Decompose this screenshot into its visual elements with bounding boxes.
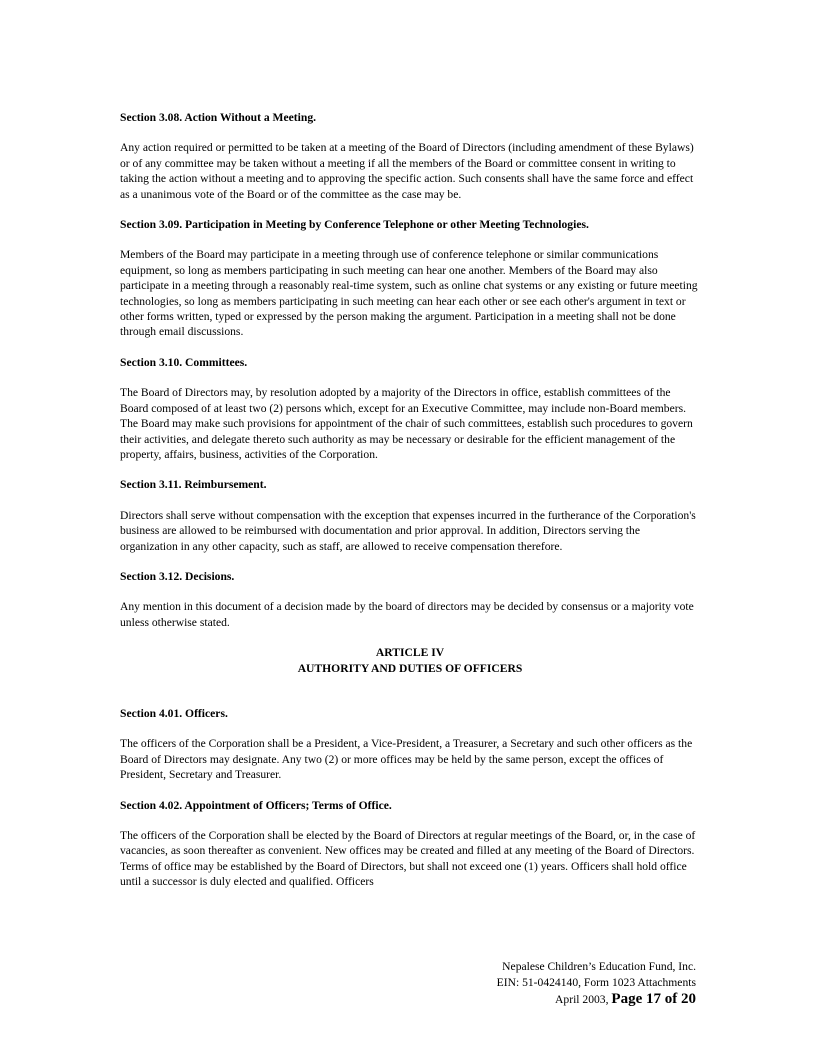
section-3-12 [120, 569, 700, 630]
section-body: The officers of the Corporation shall be elected by the Board of Directors at regular meetings of the Board, or, in the case of vacancies, as soon thereafter as convenient. New offices may be created and filled at any meeting of the Board of Directors. Terms of office may be established by the Board of Directors, but shall not exceed one (1) years. Officers shall hold office until a successor is duly elected and qualified. Officers [120, 829, 696, 889]
section-heading: Section 3.10. Committees. [120, 355, 248, 369]
section-body: Directors shall serve without compensation with the exception that expenses incurred in the furtherance of the Corporation's business are allowed to be reimbursed with documentation and prior approval. In addition, Directors serving the organization in any other capacity, such as staff, are allowed to receive compensation therefore. [120, 508, 696, 553]
section-3-10 [120, 355, 700, 462]
footer-date-page [497, 991, 696, 1008]
section-heading: Section 3.09. Participation in Meeting by Conference Telephone or other Meeting Technologies. [120, 218, 589, 232]
section-body: Any mention in this document of a decision made by the board of directors may be decided by consensus or a majority vote unless otherwise stated. [120, 600, 694, 629]
section-body: Members of the Board may participate in a meeting through use of conference telephone or similar communications equipment, so long as members participating in such meeting can hear one another. Members of the Board may also participate in a meeting through a reasonably real-time system, such as online chat systems or any existing or future meeting technologies, so long as members participating in such meeting can hear each other or see each other's argument in text or other forms written, typed or expressed by the person making the argument. Participation in a meeting shall not be done through email discussions. [120, 248, 698, 339]
footer-org: Nepalese Children’s Education Fund, Inc. [502, 960, 696, 973]
section-3-08 [120, 110, 700, 202]
section-3-11 [120, 477, 700, 554]
footer-ein: EIN: 51-0424140, Form 1023 Attachments [496, 976, 696, 989]
section-heading: Section 3.08. Action Without a Meeting. [120, 111, 317, 124]
article-title: AUTHORITY AND DUTIES OF OFFICERS [297, 661, 523, 675]
section-4-01 [120, 706, 700, 783]
section-heading: Section 3.12. Decisions. [120, 569, 235, 583]
section-body: The officers of the Corporation shall be a President, a Vice-President, a Treasurer, a Secretary and such other officers as the Board of Directors may designate. Any two (2) or more offices may be held by the same person, except the offices of President, Secretary and Treasurer. [120, 737, 693, 782]
section-heading: Section 4.01. Officers. [120, 706, 228, 720]
section-3-09 [120, 217, 700, 340]
page-content [120, 110, 700, 905]
section-body: The Board of Directors may, by resolution adopted by a majority of the Directors in office, establish committees of the Board composed of at least two (2) persons which, except for an Executive Committee, may include non-Board members. The Board may make such provisions for appointment of the chair of such committees, establish such procedures to govern their activities, and delegate thereto such authority as may be necessary or desirable for the efficient management of the property, affairs, business, activities of the Corporation. [120, 386, 693, 461]
page-number: Page 17 of 20 [611, 991, 696, 1007]
article-number: ARTICLE IV [375, 646, 445, 660]
section-body: Any action required or permitted to be taken at a meeting of the Board of Directors (including amendment of these Bylaws) or of any committee may be taken without a meeting if all the members of the Board or committee consent in writing to taking the action without a meeting and to approving the specific action. Such consents shall have the same force and effect as a unanimous vote of the Board or of the committee as the case may be. [120, 141, 694, 201]
footer-date: April 2003, [555, 993, 609, 1006]
page-footer [497, 959, 696, 1008]
section-heading: Section 4.02. Appointment of Officers; Terms of Office. [120, 798, 392, 812]
section-heading: Section 3.11. Reimbursement. [120, 478, 267, 492]
section-4-02 [120, 798, 700, 890]
article-heading [120, 645, 700, 676]
